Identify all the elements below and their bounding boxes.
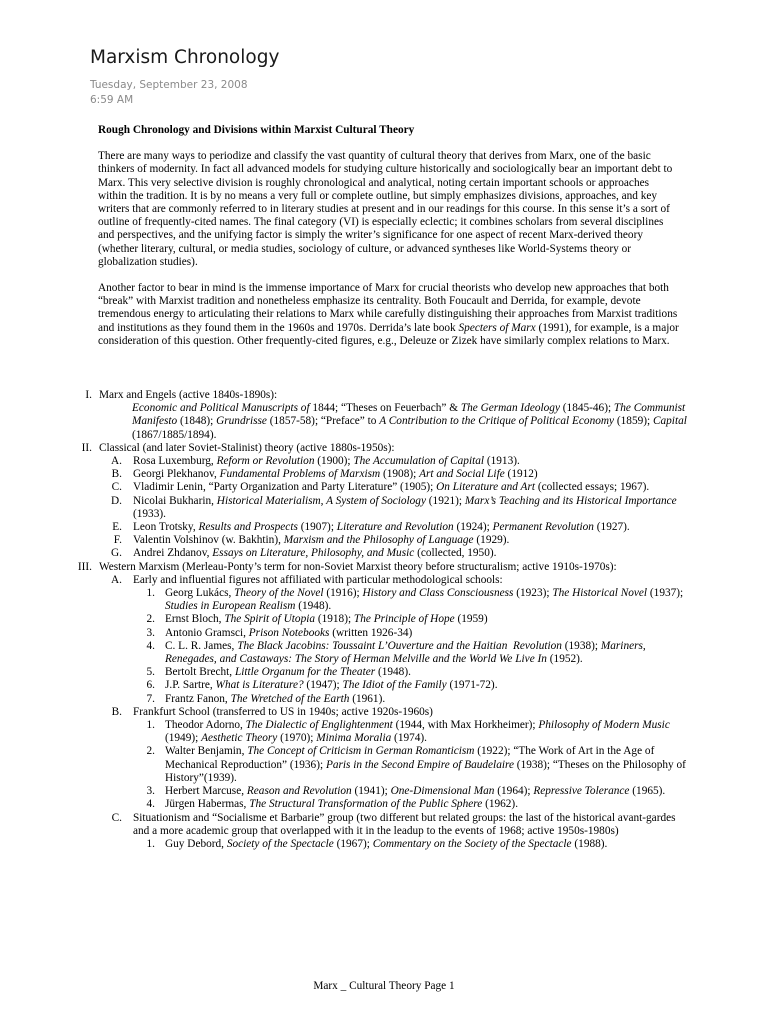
- outline-item-level-2: [0, 574, 690, 587]
- outline-item-text: Leon Trotsky, Results and Prospects (1907); Literature and Revolution (1924); Permanent Revolution (1927).: [133, 521, 630, 534]
- outline-item-text: Marx and Engels (active 1840s-1890s):: [99, 389, 278, 401]
- outline-item-label: 2.: [146, 745, 155, 758]
- outline-item-level-2: [0, 547, 690, 560]
- outline-item-text: Frankfurt School (transferred to US in 1940s; active 1920s-1960s): [133, 705, 433, 718]
- outline-item-label: III.: [77, 560, 92, 573]
- chronology-outline: [0, 389, 690, 851]
- note-time: 6:59 AM: [90, 94, 134, 106]
- outline-item-level-3: [0, 719, 690, 745]
- note-date: Tuesday, September 23, 2008: [90, 79, 248, 91]
- outline-item-text: Valentin Volshinov (w. Bakhtin), Marxism and the Philosophy of Language (1929).: [133, 534, 510, 547]
- outline-item-level-2: [0, 812, 690, 838]
- outline-item-text: Herbert Marcuse, Reason and Revolution (1941); One-Dimensional Man (1964); Repressive Tolerance (1965).: [165, 785, 666, 798]
- outline-item-level-2: [0, 534, 690, 547]
- outline-item-level-3: [0, 679, 690, 692]
- page-footer: Marx _ Cultural Theory Page 1: [313, 980, 455, 992]
- outline-item-text: Vladimir Lenin, “Party Organization and Party Literature” (1905); On Literature and Art (collected essays; 1967).: [133, 481, 650, 494]
- outline-item-level-2: [0, 521, 690, 534]
- outline-item-level-3: [0, 627, 690, 640]
- outline-item-label: 3.: [146, 626, 155, 639]
- outline-item-text: J.P. Sartre, What is Literature? (1947); The Idiot of the Family (1971-72).: [165, 679, 498, 692]
- outline-item-level-1: [0, 561, 690, 574]
- outline-item-text: C. L. R. James, The Black Jacobins: Toussaint L’Ouverture and the Haitian Revolution (1938); Mariners, Renegades, and Castaways: The Story of Herman Melville and the World We Live In (1952).: [165, 639, 646, 666]
- outline-item-level-2: [0, 481, 690, 494]
- outline-item-level-3: [0, 587, 690, 613]
- document-heading: Rough Chronology and Divisions within Marxist Cultural Theory: [98, 124, 415, 136]
- outline-item-label: 7.: [146, 692, 155, 705]
- outline-item-label: C.: [111, 811, 122, 824]
- outline-item-level-1: [0, 402, 690, 442]
- outline-item-text: Jürgen Habermas, The Structural Transformation of the Public Sphere (1962).: [165, 798, 519, 811]
- outline-item-text: Andrei Zhdanov, Essays on Literature, Philosophy, and Music (collected, 1950).: [133, 547, 497, 560]
- page-title: Marxism Chronology: [90, 47, 280, 68]
- outline-item-label: 1.: [146, 837, 155, 850]
- outline-item-label: 2.: [146, 613, 155, 626]
- outline-item-label: D.: [111, 494, 122, 507]
- outline-item-level-3: [0, 798, 690, 811]
- outline-item-label: I.: [85, 389, 92, 401]
- outline-item-level-3: [0, 745, 690, 785]
- document-body: [98, 124, 680, 361]
- outline-item-text: Frantz Fanon, The Wretched of the Earth (1961).: [165, 692, 386, 705]
- outline-item-label: 4.: [146, 798, 155, 811]
- outline-item-level-2: [0, 706, 690, 719]
- outline-item-level-2: [0, 468, 690, 481]
- outline-item-text: Georg Lukács, Theory of the Novel (1916); History and Class Consciousness (1923); The Historical Novel (1937); Studies in European Realism (1948).: [165, 587, 684, 613]
- outline-item-label: A.: [111, 573, 122, 586]
- outline-item-text: Ernst Bloch, The Spirit of Utopia (1918); The Principle of Hope (1959): [165, 613, 488, 626]
- outline-item-text: Situationism and “Socialisme et Barbarie” group (two different but related groups: the last of the historical avant-gardes and a more academic group that overlapped with it in the leadup to the events of 1968; active 1950s-1980s): [133, 811, 676, 837]
- outline-item-label: E.: [112, 521, 122, 534]
- outline-item-level-3: [0, 838, 690, 851]
- outline-item-level-3: [0, 640, 690, 666]
- outline-item-label: G.: [111, 547, 122, 560]
- outline-item-level-3: [0, 693, 690, 706]
- outline-item-text: Walter Benjamin, The Concept of Criticism in German Romanticism (1922); “The Work of Art in the Age of Mechanical Reproduction” (1936); Paris in the Second Empire of Baudelaire (1938); “Theses on the Philosophy of History”(1939).: [165, 745, 686, 784]
- outline-item-level-2: [0, 495, 690, 521]
- outline-item-level-1: [0, 442, 690, 455]
- outline-item-text: Bertolt Brecht, Little Organum for the Theater (1948).: [165, 666, 411, 679]
- outline-item-level-3: [0, 785, 690, 798]
- outline-item-label: 1.: [146, 719, 155, 732]
- outline-item-label: 4.: [146, 639, 155, 652]
- outline-item-text: Nicolai Bukharin, Historical Materialism, A System of Sociology (1921); Marx’s Teaching and its Historical Importance (1933).: [133, 494, 677, 520]
- outline-item-label: F.: [113, 534, 122, 547]
- outline-item-label: II.: [81, 441, 92, 454]
- outline-item-text: Theodor Adorno, The Dialectic of Englightenment (1944, with Max Horkheimer); Philosophy of Modern Music (1949); Aesthetic Theory (1970); Minima Moralia (1974).: [165, 719, 670, 745]
- outline-item-text: Early and influential figures not affiliated with particular methodological schools:: [133, 573, 503, 586]
- outline-item-text: Western Marxism (Merleau-Ponty’s term for non-Soviet Marxist theory before structuralism; active 1910s-1970s):: [99, 560, 617, 573]
- intro-paragraph-1: There are many ways to periodize and classify the vast quantity of cultural theory that derives from Marx, one of the basic thinkers of modernity. In fact all advanced models for studying culture historically and sociologically bear an important debt to Marx. This very selective division is roughly chronological and analytical, noting certain important schools or approaches within the tradition. It is by no means a very full or complete outline, but simply emphasizes divisions, approaches, and key writers that are commonly referred to in literary studies at present and in our readings for this course. In this sense it’s a sort of outline of frequently-cited names. The final category (VI) is especially eclectic; it combines scholars from several disciplines and perspectives, and the unifying factor is simply the writer’s significance for one aspect of recent Marx-derived theory (whether literary, cultural, or media studies, sociology of culture, or advanced syntheses like World-Systems theory or globalization studies).: [98, 150, 673, 268]
- outline-item-label: B.: [111, 705, 122, 718]
- outline-item-level-3: [0, 666, 690, 679]
- outline-item-label: 5.: [146, 666, 155, 679]
- outline-item-label: 1.: [146, 587, 155, 600]
- outline-item-label: A.: [111, 455, 122, 468]
- outline-item-text: Classical (and later Soviet-Stalinist) theory (active 1880s-1950s):: [99, 441, 395, 454]
- outline-item-label: 6.: [146, 679, 155, 692]
- outline-item-text: Economic and Political Manuscripts of 1844; “Theses on Feuerbach” & The German Ideology (1845-46); The Communist Manifesto (1848); Grundrisse (1857-58); “Preface” to A Contribution to the Critique of Political Economy (1859); Capital (1867/1885/1894).: [132, 402, 687, 441]
- outline-item-level-1: [0, 389, 690, 402]
- outline-item-level-2: [0, 455, 690, 468]
- outline-item-text: Rosa Luxemburg, Reform or Revolution (1900); The Accumulation of Capital (1913).: [133, 455, 520, 468]
- intro-paragraph-2: Another factor to bear in mind is the immense importance of Marx for crucial theorists who develop new approaches that both “break” with Marxist tradition and nonetheless emphasize its centrality. Both Foucault and Derrida, for example, devote tremendous energy to articulating their relations to Marx while carefully distinguishing their approaches from Marxist traditions and institutions as they found them in the 1960s and 1970s. Derrida’s late book Specters of Marx (1991), for example, is a major consideration of this question. Other frequently-cited figures, e.g., Deleuze or Zizek have similarly complex relations to Marx.: [98, 282, 679, 347]
- outline-item-text: Guy Debord, Society of the Spectacle (1967); Commentary on the Society of the Spectacle (1988).: [165, 837, 608, 850]
- outline-item-level-3: [0, 613, 690, 626]
- outline-item-text: Georgi Plekhanov, Fundamental Problems of Marxism (1908); Art and Social Life (1912): [133, 468, 538, 481]
- outline-item-text: Antonio Gramsci, Prison Notebooks (written 1926-34): [165, 626, 413, 639]
- outline-item-label: B.: [111, 468, 122, 481]
- outline-item-label: 3.: [146, 785, 155, 798]
- outline-item-label: C.: [111, 481, 122, 494]
